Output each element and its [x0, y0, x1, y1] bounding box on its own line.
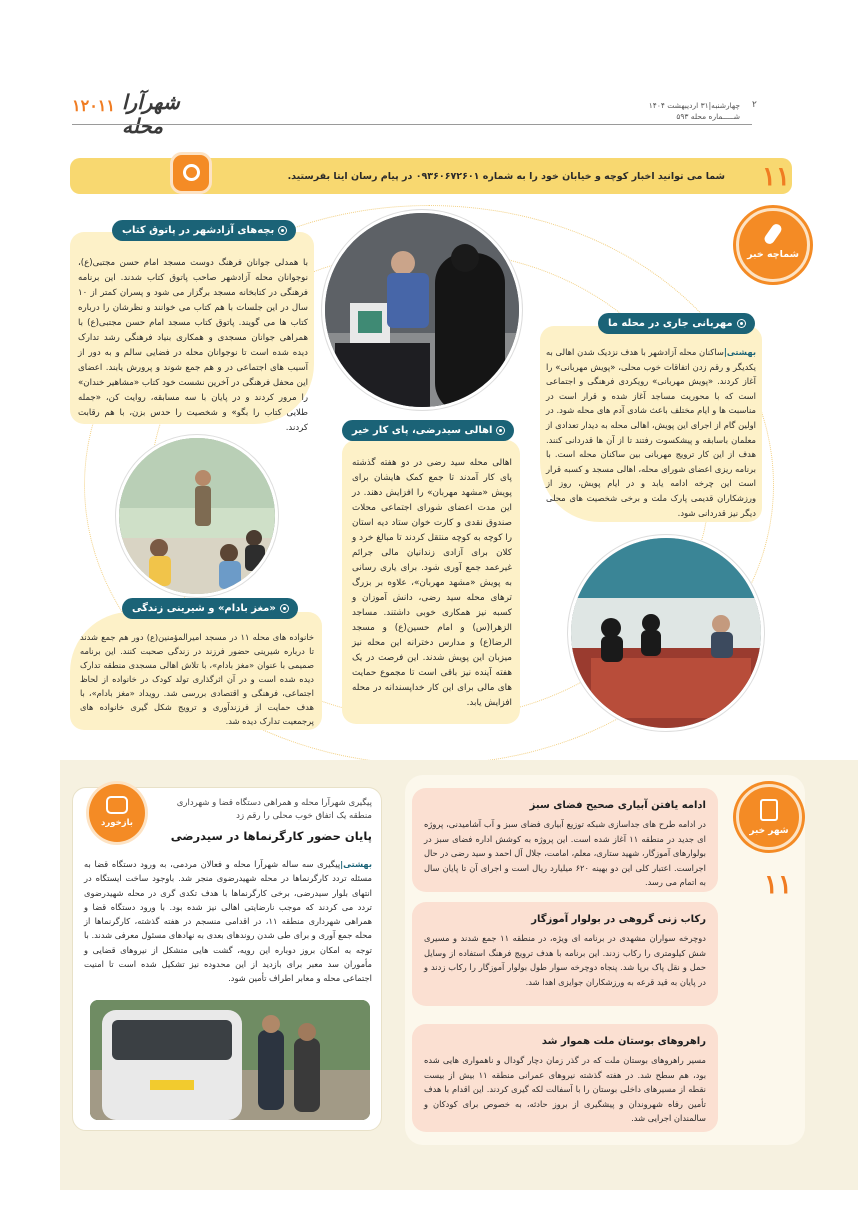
cycling-body: دوچرخه سواران مشهدی در برنامه ای ویژه، در منطقه ۱۱ جمع شدند و مسیری شش کیلومتری را رکاب زدند. این برنامه با هدف ترویج فرهنگ استفاده از وسایل حمل و نقل پاک برپا شد. پنجاه دوچرخه سوار طول بولوار آموزگار را رکاب زدند و در پایان به قید قرعه به ورزشکاران جوایزی اهدا شد.: [424, 933, 706, 987]
garbage-kicker: پیگیری شهرآرا محله و همراهی دستگاه قضا و شهرداری منطقه یک اتفاق خوب محلی را رقم زد: [176, 798, 372, 821]
cycling-title: رکاب زنی گروهی در بولوار آموزگار: [531, 914, 706, 925]
chat-icon: [106, 796, 128, 814]
byline: بهشتی|: [340, 859, 372, 869]
card-park: [412, 1024, 718, 1132]
body-almond: خانواده های محله ۱۱ در مسجد امیرالمؤمنین(ع) دور هم جمع شدند تا درباره شیرینی حضور فرزند در زندگی صحبت کنند. این برنامه صمیمی با عنوان «مغز بادام»، با تلاش اهالی مسجدی منطقه تدارک دیده شده است و در آن اثرگذاری تولد کودک در خانواده از لحاظ اجتماعی، فرهنگی و اقتصادی بررسی شد. رویداد «مغز بادام»، با هدف حمایت از فرزندآوری و ترویج شکل گیری خانواده های پرجمعیت تدارک دیده شد.: [80, 632, 315, 726]
card-cycling: [412, 902, 718, 1006]
card-irrigation: [412, 788, 718, 892]
microphone-icon: [763, 222, 784, 246]
bullet-icon: [738, 320, 745, 327]
photo-mosque-gathering: [568, 535, 764, 731]
badge-label: شهر خبر: [749, 826, 789, 836]
heading-library: [112, 220, 296, 241]
issue-info: [600, 100, 740, 122]
heading-almond: [122, 598, 298, 619]
garbage-title: پایان حضور کارگرنماها در سیدرضی: [170, 829, 372, 843]
heading-charity-text: اهالی سیدرضی، پای کار خیر: [352, 425, 493, 436]
body-garbage-text: پیگیری سه ساله شهرآرا محله و فعالان مردمی، به ورود دستگاه قضا به مسئله تردد کارگرنماها در محله شهیدرضوی منجر شد. باوجود ساخت ایستگاه در انتهای بلوار سیدرضی، برخی کارگرنماها با هدف تکدی گری در محله شهیدرضوی تردد می کردند که موجب نارضایتی اهالی نیز شده بود. با ورود دستگاه قضا و همراهی شهرداری منطقه ۱۱، در اقدامی منسجم در هفته گذشته، کارگرنماها از محله جمع آوری و برای طی شدن روندهای بعدی به نهادهای مسئول معرفی شدند. با توجه به امکان بروز دوباره این رویه، گشت هایی متشکل از نیروهای قضایی و مأموران سد معبر برای بازدید از این محدوده نیز تشکیل شده است تا امنیت اجتماعی محله و معابر اطراف تأمین شود.: [84, 859, 372, 984]
masthead-logo: [72, 88, 222, 138]
submission-banner-text: شما می توانید اخبار کوچه و خیابان خود را به شماره ۰۹۳۶۰۶۷۲۶۰۱ در پیام رسان ایتا بفرستید.: [287, 171, 725, 182]
park-body: مسیر راهروهای بوستان ملت که در گذر زمان دچار گودال و ناهمواری هایی شده بود، هم سطح شد. در هفته گذشته نیروهای عمرانی منطقه ۱۱ بیش از بیست نقطه از مسیرهای داخلی بوستان را با آسفالت لکه گیری کردند. این اقدام با هدف تأمین رفاه شهروندان و پیشگیری از بروز حادثه، به خصوص برای کودکان و سالمندان اجرایی شد.: [424, 1055, 706, 1123]
heading-charity: [342, 420, 514, 441]
body-library: با همدلی جوانان فرهنگ دوست مسجد امام حسن مجتبی(ع)، نوجوانان محله آزادشهر صاحب پاتوق کتاب شدند. این برنامه فرهنگی در کتابخانه مسجد برگزار می شود و پسران کمتر از ۱۰ سال در این جلسات با هم کتاب می خوانند و نظرشان را درباره کتاب ها می گویند. پاتوق کتاب مسجد امام حسن مجتبی(ع) با همراهی جوانان مسجدی و همکاری بنیاد فرهنگی رشد تدارک دیده شده است تا نوجوانان محله در فضایی سالم و به دور از آسیب های اجتماعی در و هم جمع شوند و پرورش یابند. اعضای این محفل فرهنگی در آخرین نشست خود کتاب «مشاهیر خندان» را مرور کردند و در پایان با سه مسابقه، روایت کن، «جمله طلایی کتاب را بگو» و شخصیت را حدس بزن، با هم رقابت کردند.: [78, 258, 308, 433]
logo-number: ۱۲۰۱۱: [72, 96, 115, 115]
heading-library-text: بچه‌های آزادشهر در پاتوق کتاب: [122, 225, 275, 236]
bullet-icon: [279, 227, 286, 234]
bottom-section-number: ۱۱: [764, 870, 792, 900]
section-number: ۱۱: [762, 162, 790, 192]
body-kindness: [546, 345, 756, 520]
irrigation-title: ادامه یافتن آبیاری صحیح فضای سبز: [529, 800, 706, 811]
heading-almond-text: «مغز بادام» و شیرینی زندگی: [132, 603, 276, 614]
issue-date: چهارشنبه|۳۱ اردیبهشت ۱۴۰۴: [648, 101, 740, 110]
heading-kindness: [598, 313, 755, 334]
document-icon: [760, 799, 778, 821]
badge-shoma-che-khabar: [736, 208, 810, 282]
feedback-badge: [86, 781, 148, 845]
byline: بهشتی|: [723, 347, 756, 357]
heading-kindness-text: مهربانی جاری در محله ما: [608, 318, 733, 329]
page-number: ۲: [752, 100, 757, 110]
irrigation-body: در ادامه طرح های جداسازی شبکه توزیع آبیاری فضای سبز و آب آشامیدنی، پروژه ای جدید در منطقه ۱۱ آغاز شده است. این پروژه به کوشش اداره فضای سبز در بولوارهای آموزگار، شهید ستاری، معلم، امامت، جلال آل احمد و سید رضی در حال اجراست. اعتبار کلی این دو بهینه ۶۲۰ میلیارد ریال است و اجرای آن تا پایان سال به اتمام می رسد.: [424, 819, 706, 887]
messenger-icon: [170, 152, 212, 194]
body-charity: اهالی محله سید رضی در دو هفته گذشته پای کار آمدند تا جمع کمک هایشان برای پویش «مشهد مهربان» را افزایش دهند. در این مدت اعضای شورای اجتماعی محلات صندوق نقدی و کارت خوان ستاد دیه استان را کوچه به کوچه منتقل کردند تا مبالغ خرد و کلان برای آزادی زندانیان مالی جرائم غیرعمد جمع آوری شود. برای یاری رسانی به پویش «مشهد مهربان»، علاوه بر بزرگ ترهای محله سید رضی، دانش آموزان و کسبه نیز همکاری خوبی داشتند. مساجد الزهرا(س) و امام حسین(ع) و مسجد الرضا(ع) و مدارس دخترانه این محله نیز میزبان این پویش شدند. این فرصت در یک هفته آینده نیز باقی است تا مجموع حمایت های مالی برای این کار خداپسندانه در محله افزایش یابد.: [352, 458, 512, 708]
badge-shahr-khabar: [736, 784, 802, 850]
body-kindness-text: ساکنان محله آزادشهر با هدف نزدیک شدن اهالی به یکدیگر و رقم زدن اتفاقات خوب محلی، «پویش مهربانی» را آغاز کردند. «پویش مهربانی» رویکردی فرهنگی و اجتماعی است که با محوریت مساجد آغاز شده و قرار است در مناسبت ها و ایام مختلف باعث شادی آدم های محله شود. در اولین گام از اجرای این پویش، اهالی محله به دیدار تعدادی از معلمان باسابقه و پیشکسوت رفتند تا از آن ها قدردانی کنند. هدف از این کار ترویج مهربانی بین ساکنان محله است. با برنامه ریزی اعضای شورای محله، اهالی مسجد و کسبه قرار است این چرخه ادامه یابد و در ایام پویش، روز از ورزشکاران قدیمی پارک ملت و برخی شخصیت های محلی دیگر نیز قدردانی شود.: [546, 347, 756, 518]
photo-charity-box: [322, 210, 522, 410]
badge-label: شماچه خبر: [747, 249, 799, 260]
photo-library-kids: [116, 435, 278, 597]
photo-van: [90, 1000, 370, 1120]
issue-number: شـــــماره محله ۵۹۳: [676, 112, 740, 121]
masthead-rule: [72, 124, 752, 125]
body-garbage: [84, 857, 372, 986]
bullet-icon: [281, 605, 288, 612]
park-title: راهروهای بوستان ملت هموار شد: [541, 1036, 706, 1047]
feedback-label: بازخورد: [101, 818, 133, 828]
bullet-icon: [497, 427, 504, 434]
logo-text: شهرآرا محله: [122, 90, 180, 138]
